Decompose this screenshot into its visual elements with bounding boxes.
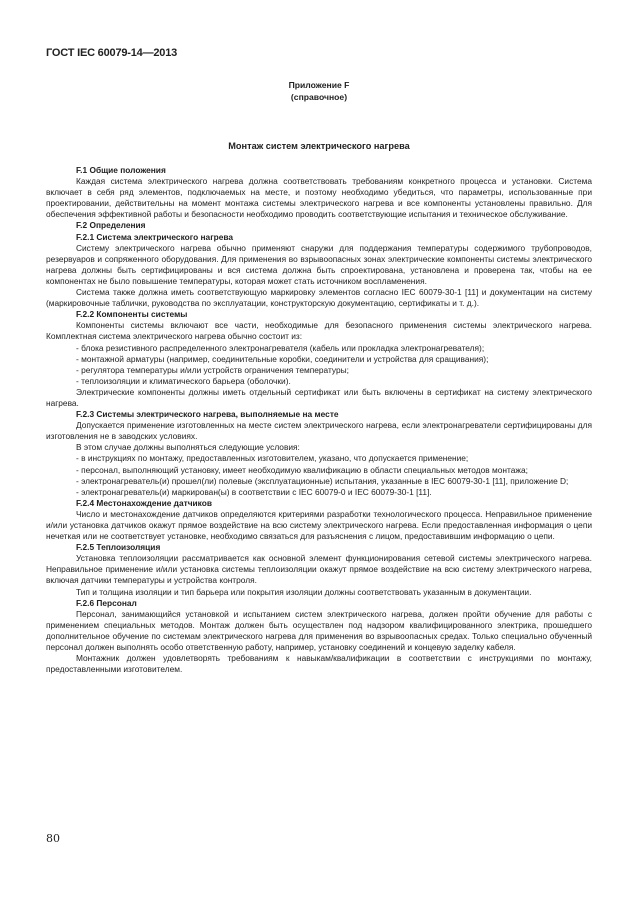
appendix-heading (46, 79, 592, 103)
section-heading: F.2.3 Системы электрического нагрева, выполняемые на месте (76, 409, 339, 420)
paragraph: Компоненты системы включают все части, необходимые для безопасного применения системы электрического нагрева. Комплектная система электрического нагрева обычно состоит из: (46, 320, 592, 342)
section-heading: F.2 Определения (76, 220, 146, 231)
appendix-label: Приложение F (288, 80, 350, 90)
section-heading: F.2.2 Компоненты системы (76, 309, 188, 320)
section-title: Монтаж систем электрического нагрева (228, 141, 410, 151)
paragraph: Персонал, занимающийся установкой и испытанием систем электрического нагрева, должен пройти обучение для работы с применением специальных методов. Монтаж должен быть осуществлен под надзором квалифицированного электрика, прошедшего дополнительное обучение по системам электрического нагрева для применения во взрывоопасных средах. Только специально обученный персонал должен выполнять особо ответственную работу, например, установку соединений и концевую заделку кабеля. (46, 608, 592, 653)
paragraph: - персонал, выполняющий установку, имеет необходимую квалификацию в области специальных методов монтажа; (76, 464, 528, 475)
paragraph: В этом случае должны выполняться следующие условия: (76, 442, 300, 453)
paragraph: Число и местонахождение датчиков определяются критериями разработки технологического процесса. Неправильное применение и/или установка датчиков окажут прямое воздействие на всю систему электрического нагрева. Если предоставленная информация о цепи нечеткая или не соответствует установке, необходимо связаться для разъяснения с лицом, предоставившим информацию о цепи. (46, 508, 592, 542)
document-body (46, 165, 592, 675)
section-heading: F.2.4 Местонахождение датчиков (76, 497, 212, 508)
paragraph: - блока резистивного распределенного электронагревателя (кабель или прокладка электронагревателя); (76, 342, 485, 353)
paragraph: - регулятора температуры и/или устройств ограничения температуры; (76, 364, 349, 375)
section-heading: F.2.1 Система электрического нагрева (76, 231, 234, 242)
paragraph: Установка теплоизоляции рассматривается как основной элемент функционирования сетевой системы электрического нагрева. Неправильное применение и/или установка системы теплоизоляции окажут прямое воздействие на всю систему электрического нагрева, включая датчики температуры и устройства контроля. (46, 553, 592, 586)
paragraph: Монтажник должен удовлетворять требованиям к навыкам/квалификации в соответствии с инструкциями по монтажу, предоставленными изготовителем. (46, 653, 592, 675)
paragraph: - монтажной арматуры (например, соединительные коробки, соединители и устройства для сращивания); (76, 353, 489, 364)
paragraph: Систему электрического нагрева обычно применяют снаружи для поддержания температуры содержимого трубопроводов, резервуаров и сопряженного оборудования. Для применения во взрывоопасных зонах электрические компоненты системы электрического нагрева должны быть сертифицированы и вся система должна быть спроектирована, установлена и проверена так, чтобы на ее компонентах не было повышение температуры, которая может стать источником воспламенения. (46, 242, 592, 286)
paragraph: - теплоизоляции и климатического барьера (оболочки). (76, 375, 291, 386)
paragraph: - электронагреватель(и) прошел(ли) полевые (эксплуатационные) испытания, указанные в IEC 60079-30-1 [11], приложение D; (76, 475, 569, 486)
paragraph: Электрические компоненты должны иметь отдельный сертификат или быть включены в сертификат на систему электрического нагрева. (46, 386, 592, 408)
paragraph: Допускается применение изготовленных на месте систем электрического нагрева, если электронагреватели сертифицированы для изготовления не в заводских условиях. (46, 420, 592, 442)
paragraph: Тип и толщина изоляции и тип барьера или покрытия изоляции должны соответствовать указанным в документации. (76, 586, 532, 597)
section-heading: F.1 Общие положения (76, 165, 166, 175)
paragraph: - в инструкциях по монтажу, предоставленных изготовителем, указано, что допускается применение; (76, 453, 469, 464)
section-heading: F.2.5 Теплоизоляция (76, 542, 161, 553)
section-heading: F.2.6 Персонал (76, 597, 137, 608)
paragraph: Система также должна иметь соответствующую маркировку элементов согласно IEC 60079-30-1 [11] и документации на систему (маркировочные таблички, руководства по эксплуатации, конструкторскую документацию, сертификаты и т. д.). (46, 287, 592, 309)
paragraph: Каждая система электрического нагрева должна соответствовать требованиям конкретного процесса и установки. Система включает в себя ряд элементов, подключаемых на месте, и поэтому необходимо убедиться, что параметры, использованные при проектировании, действительны на момент монтажа системы электрического нагрева и все компоненты установлены правильно. Для обеспечения эффективной работы и безопасности необходимо проводить соответствующие испытания и техническое обслуживание. (46, 176, 592, 220)
standard-header: ГОСТ IEC 60079-14—2013 (46, 47, 178, 59)
page-number: 80 (46, 832, 60, 845)
appendix-type: (справочное) (290, 92, 348, 102)
paragraph: - электронагреватель(и) маркирован(ы) в соответствии с IEC 60079-0 и IEC 60079-30-1 [11]. (76, 486, 432, 497)
